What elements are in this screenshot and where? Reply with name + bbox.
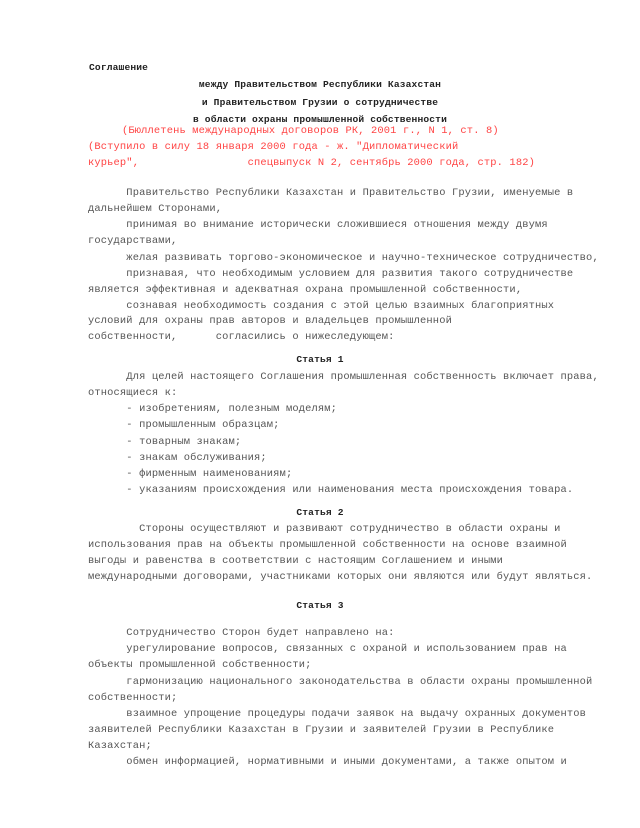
article-1-list-item: - фирменным наименованиям; [88, 468, 293, 480]
citation-courier: курьер", спецвыпуск N 2, сентябрь 2000 года, стр. 182) [88, 157, 535, 169]
article-3-line: объекты промышленной собственности; [88, 659, 312, 671]
preamble-line: дальнейшем Сторонами, [88, 203, 223, 215]
document-title-label: Соглашение [89, 62, 149, 73]
citation-effective-date: (Вступило в силу 18 января 2000 года - ж. "Дипломатический [88, 141, 459, 153]
preamble-line: собственности, согласились о нижеследующем: [88, 331, 395, 343]
preamble-line: является эффективная и адекватная охрана промышленной собственности, [88, 284, 523, 296]
article-2-line: международными договорами, участниками которых они являются или будут являться. [88, 571, 593, 583]
article-3-line: Сотрудничество Сторон будет направлено на: [88, 627, 395, 639]
document-title-line-3: в области охраны промышленной собственности [192, 114, 447, 125]
article-3-line: собственности; [88, 692, 178, 704]
preamble-line: принимая во внимание исторически сложившиеся отношения между двумя [88, 219, 548, 231]
article-1-heading: Статья 1 [296, 354, 344, 365]
preamble-line: Правительство Республики Казахстан и Правительство Грузии, именуемые в [88, 187, 574, 199]
preamble-line: сознавая необходимость создания с этой целью взаимных благоприятных [88, 300, 555, 312]
preamble-line: условий для охраны прав авторов и владельцев промышленной [88, 315, 452, 327]
article-2-line: использования прав на объекты промышленной собственности на основе взаимной [88, 539, 567, 551]
article-1-list-item: - товарным знакам; [88, 436, 242, 448]
preamble-line: государствами, [88, 235, 178, 247]
article-2-line: Стороны осуществляют и развивают сотрудничество в области охраны и [88, 523, 561, 535]
citation-bulletin: (Бюллетень международных договоров РК, 2001 г., N 1, ст. 8) [122, 125, 499, 137]
article-3-line: заявителей Республики Казахстан в Грузии и заявителей Грузии в Республике [88, 724, 555, 736]
article-1-list-item: - указаниям происхождения или наименования места происхождения товара. [88, 484, 574, 496]
article-1-list-item: - знакам обслуживания; [88, 452, 267, 464]
article-3-line: урегулирование вопросов, связанных с охраной и использованием прав на [88, 643, 567, 655]
article-3-line: гармонизацию национального законодательства в области охраны промышленной [88, 676, 593, 688]
article-3-line: обмен информацией, нормативными и иными документами, а также опытом и [88, 756, 567, 768]
article-3-line: Казахстан; [88, 740, 152, 752]
document-title-line-1: между Правительством Республики Казахстан [198, 79, 442, 90]
article-1-line: Для целей настоящего Соглашения промышленная собственность включает права, [88, 371, 599, 383]
article-1-list-item: - изобретениям, полезным моделям; [88, 403, 338, 415]
preamble-line: желая развивать торгово-экономическое и научно-техническое сотрудничество, [88, 252, 599, 264]
article-1-list-item: - промышленным образцам; [88, 419, 280, 431]
article-3-line: взаимное упрощение процедуры подачи заявок на выдачу охранных документов [88, 708, 587, 720]
article-1-line: относящиеся к: [88, 387, 178, 399]
preamble-line: признавая, что необходимым условием для развития такого сотрудничестве [88, 268, 574, 280]
article-2-line: выгоды и равенства в соответствии с настоящим Соглашением и иными [88, 555, 504, 567]
article-3-heading: Статья 3 [296, 600, 344, 611]
article-2-heading: Статья 2 [296, 507, 344, 518]
document-title-line-2: и Правительством Грузии о сотрудничестве [201, 97, 439, 108]
